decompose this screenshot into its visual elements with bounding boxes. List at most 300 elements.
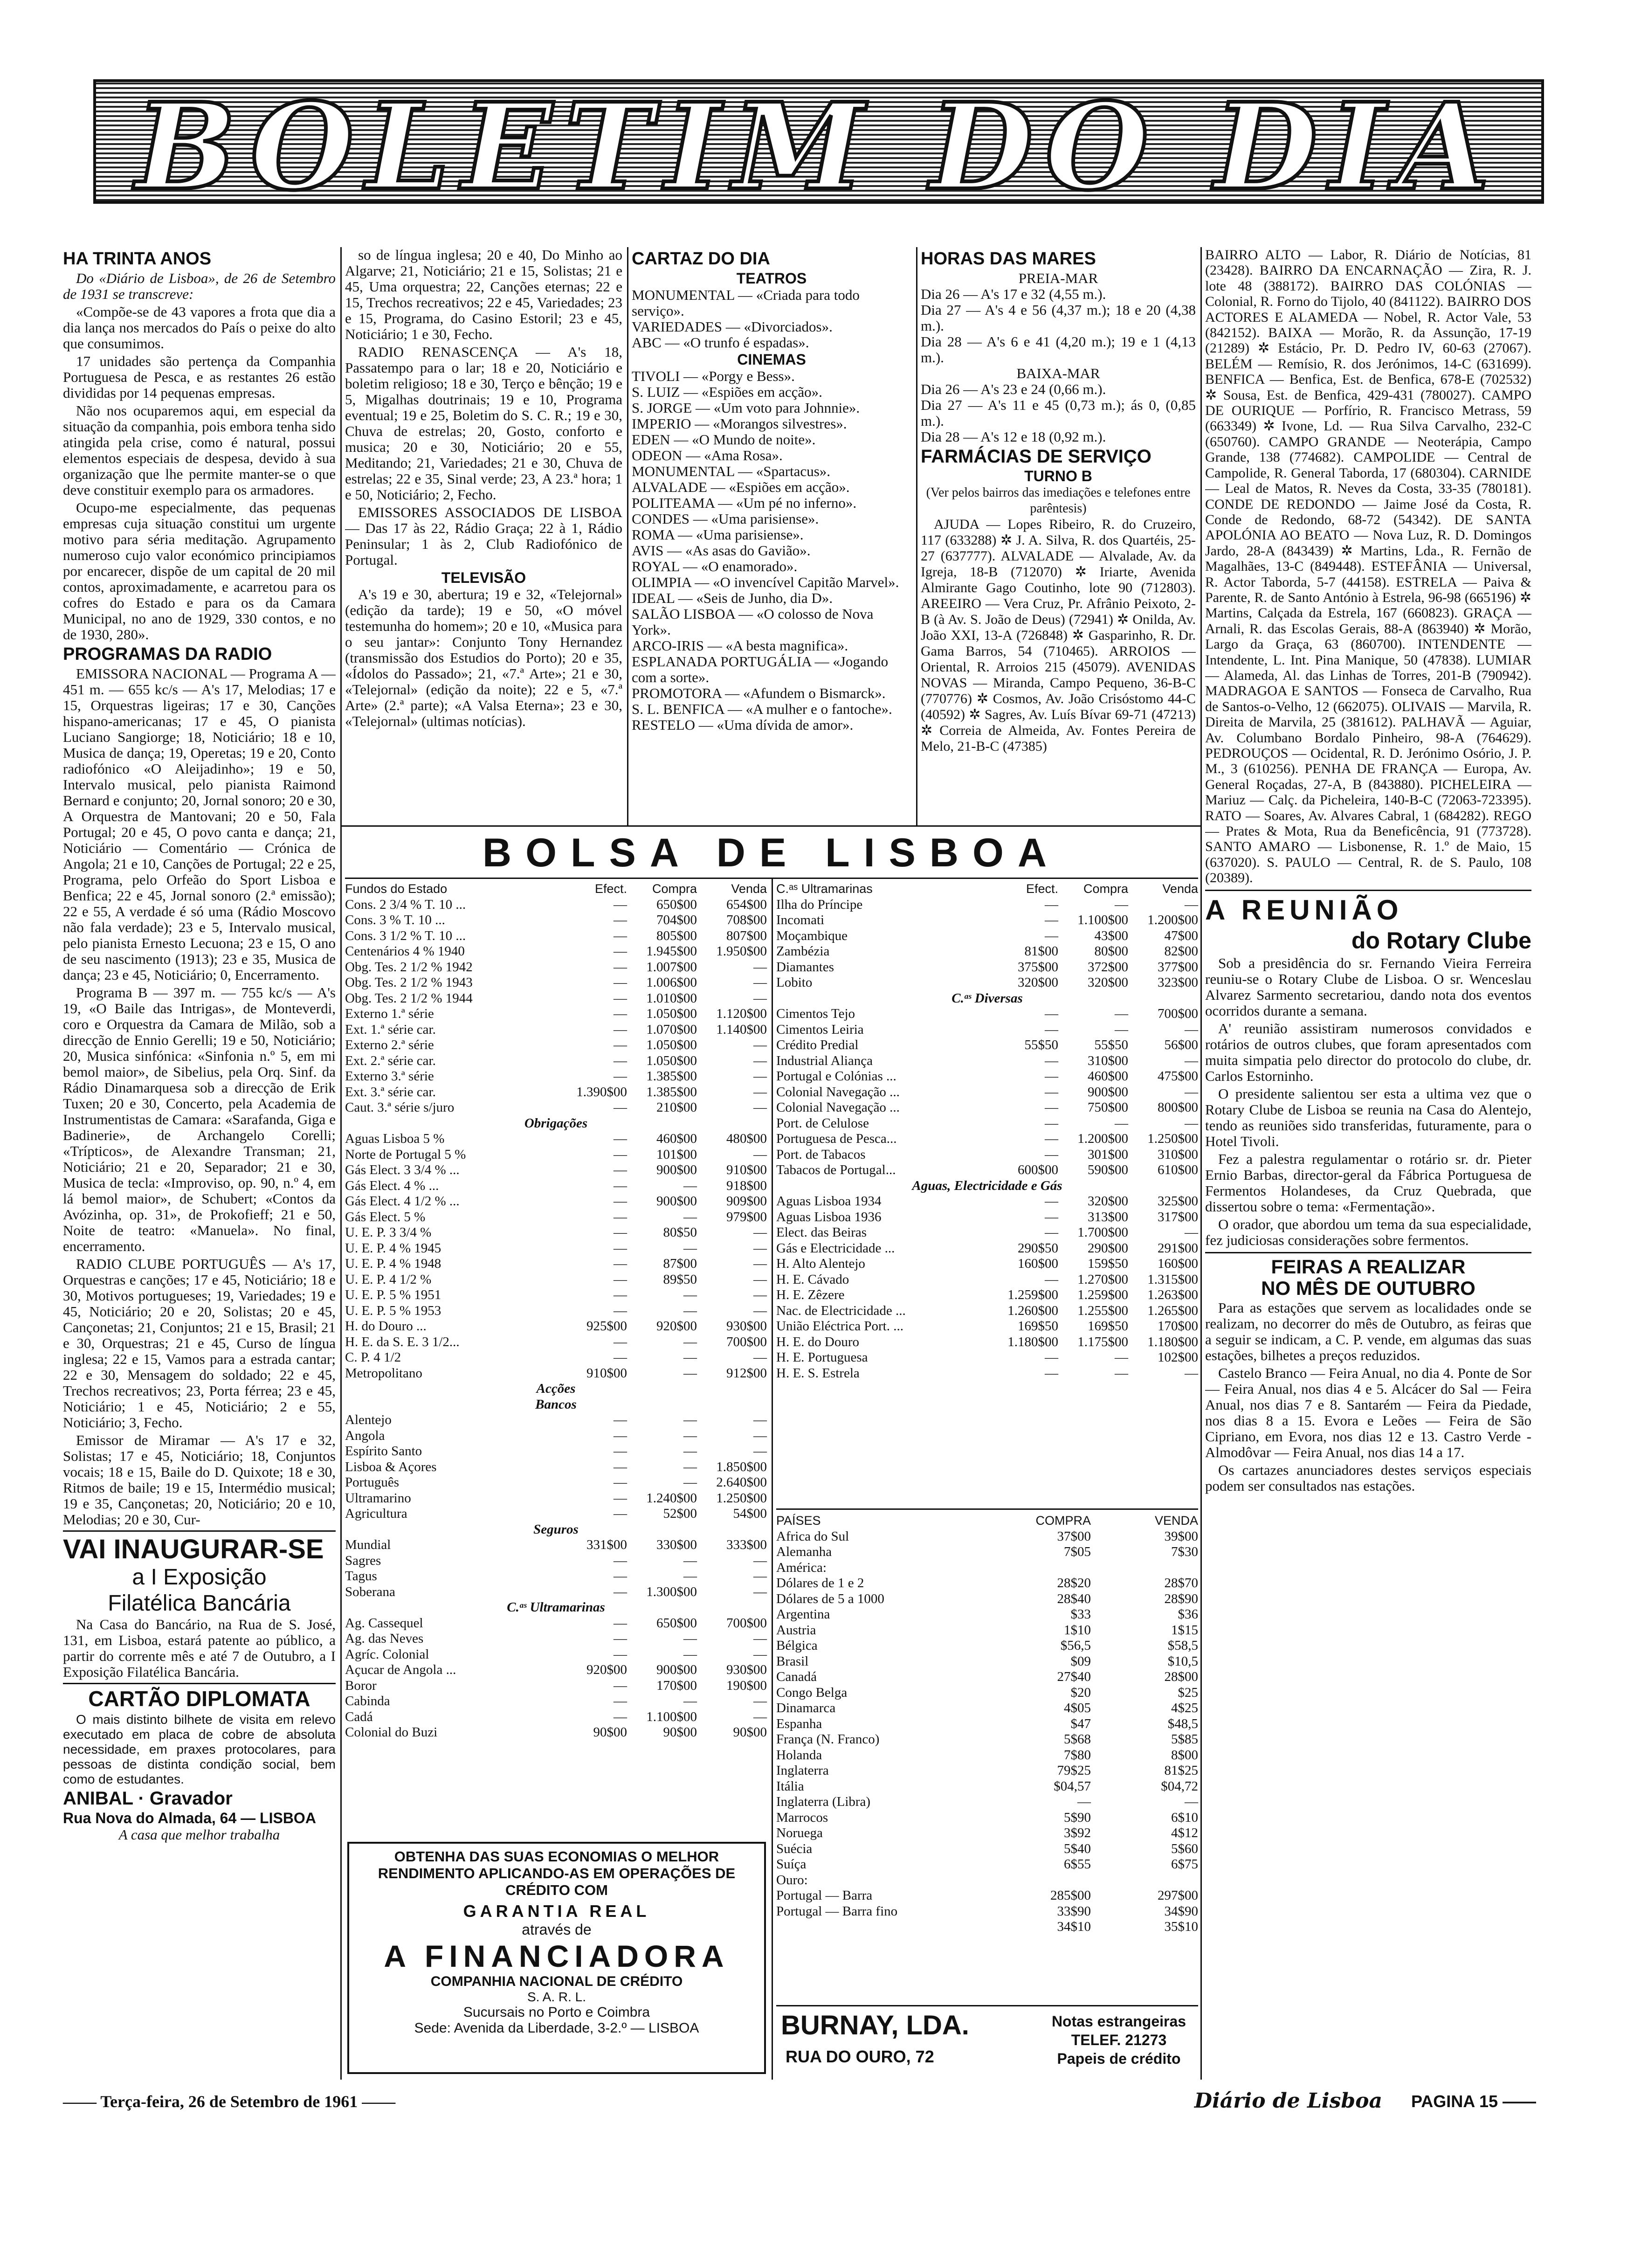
- trinta-anos-paragraph: «Compõe-se de 43 vapores a frota que dia a dia lança nos mercados do País o peixe do alto que consumimos.: [63, 304, 336, 352]
- table-cell: Portugal — Barra fino: [776, 1903, 898, 1919]
- cinema-item: ROMA — «Uma parisiense».: [632, 526, 804, 543]
- cinemas-heading: CINEMAS: [737, 351, 806, 368]
- expo-subheading: a I Exposição: [132, 1565, 267, 1590]
- table-cell: —: [614, 1272, 627, 1287]
- table-cell: 333$00: [726, 1537, 767, 1552]
- table-cell: —: [1045, 913, 1058, 927]
- table-row: [345, 1412, 767, 1428]
- rotary-heading: A REUNIÃO: [1205, 894, 1403, 926]
- table-row: [776, 1560, 1198, 1576]
- table-cell: H. E. do Douro: [776, 1334, 860, 1349]
- rotary-paragraph: A' reunião assistiram numerosos convidados e rotários de outros clubes, que foram apresentados com muita simpatia pelo director do protocolo do clube, dr. Carlos Estorninho.: [1205, 1020, 1531, 1084]
- table-cell: —: [753, 1272, 767, 1287]
- table-row: [345, 1006, 767, 1022]
- table-cell: 7$30: [1171, 1544, 1198, 1559]
- seguros-heading: Seguros: [533, 1521, 579, 1537]
- table-row: [776, 1654, 1198, 1670]
- table-cell: Ultramarino: [345, 1490, 411, 1506]
- table-cell: —: [614, 990, 627, 1006]
- table-cell: Austria: [776, 1622, 816, 1638]
- table-cell: —: [1115, 1115, 1128, 1131]
- table-row: [345, 975, 767, 991]
- table-cell: 1.700$00: [1077, 1225, 1128, 1240]
- table-cell: —: [1045, 1209, 1058, 1224]
- table-cell: H. do Douro ...: [345, 1319, 427, 1334]
- table-cell: —: [1115, 1365, 1128, 1381]
- trinta-anos-paragraph: Ocupo-me especialmente, das pequenas empresas cuja situação constitui um urgente motivo para séria meditação. Agrupamento numeroso cujo valor económico principiamos por encarecer, dispõe de um capital de 20 mil contos, aproximadamente, e acarretou para os cofres do Estado e para os da Camara Municipal, no ano de 1929, 330 contos, e no de 1930, 280».: [63, 499, 336, 643]
- table-cell: 6$75: [1171, 1857, 1198, 1872]
- table-cell: 56$00: [1164, 1037, 1198, 1052]
- table-cell: —: [1115, 1006, 1128, 1021]
- masthead: [93, 79, 1544, 204]
- table-cell: 1.250$00: [1147, 1131, 1198, 1146]
- table-row: [345, 944, 767, 960]
- table-cell: 169$50: [1088, 1319, 1128, 1334]
- table-cell: Mundial: [345, 1537, 391, 1552]
- table-cell: 1.260$00: [1007, 1303, 1058, 1318]
- table-cell: 912$00: [726, 1365, 767, 1381]
- table-cell: 33$90: [1057, 1903, 1091, 1919]
- radio-renascenca: RADIO RENASCENÇA — A's 18, Passatempo para o lar; 18 e 20, Noticiário e boletim religioso; 18 e 30, Terço e bênção; 19 e 5, Migalhas doutrinais; 19 e 10, Programa eventual; 19 e 25, Boletim do S. C. R.; 19 e 30, Chuva de estrelas; 20, Gosto, conforto e musica; 20 e 30, Noticiário; 20 e 55, Meditando; 21, Variedades; 21 e 30, Chuva de estrelas; 22 e 35, Sinal verde; 23, A 23.ª hora; 1 e 50, Noticiário; 2, Fecho.: [345, 344, 622, 503]
- table-cell: —: [1045, 1225, 1058, 1240]
- table-cell: 930$00: [726, 1662, 767, 1677]
- table-cell: —: [1185, 1084, 1198, 1099]
- table-row: [345, 1537, 767, 1553]
- table-cell: —: [753, 1694, 767, 1708]
- table-row: [776, 1779, 1198, 1795]
- table-cell: —: [614, 1240, 627, 1256]
- cinema-item: CONDES — «Uma parisiense».: [632, 511, 819, 527]
- table-cell: 1.050$00: [646, 1037, 697, 1052]
- table-cell: Norte de Portugal 5 %: [345, 1147, 466, 1162]
- table-cell: U. E. P. 4 1/2 %: [345, 1272, 432, 1287]
- table-cell: 1.200$00: [1077, 1131, 1128, 1146]
- cartao-heading: CARTÃO DIPLOMATA: [88, 1687, 310, 1711]
- table-cell: —: [753, 1100, 767, 1115]
- table-cell: 43$00: [1094, 928, 1128, 943]
- table-cell: Caut. 3.ª série s/juro: [345, 1100, 455, 1115]
- table-cell: 28$40: [1057, 1591, 1091, 1606]
- table-cell: —: [614, 1412, 627, 1427]
- baixa-mar-line: Dia 27 — A's 11 e 45 (0,73 m.); ás 0, (0,85 m.).: [921, 397, 1196, 429]
- table-cell: Canadá: [776, 1669, 817, 1684]
- table-cell: —: [614, 928, 627, 943]
- table-cell: 1.200$00: [1147, 913, 1198, 927]
- table-cell: —: [753, 1569, 767, 1583]
- table-row: [345, 1335, 767, 1350]
- table-cell: U. E. P. 3 3/4 %: [345, 1225, 432, 1240]
- table-cell: —: [683, 1240, 697, 1256]
- table-row: [776, 1319, 1198, 1335]
- table-cell: 708$00: [726, 913, 767, 927]
- table-cell: —: [753, 1584, 767, 1599]
- table-row: [776, 1638, 1198, 1654]
- footer-paper-name: Diário de Lisboa: [1194, 2089, 1382, 2113]
- table-cell: 160$00: [1158, 1256, 1198, 1271]
- table-cell: Dólares de 5 a 1000: [776, 1591, 884, 1606]
- table-cell: H. E. Zêzere: [776, 1287, 845, 1302]
- table-cell: —: [614, 1506, 627, 1521]
- table-cell: 190$00: [726, 1678, 767, 1693]
- table-cell: Compra: [652, 882, 697, 896]
- aguas-heading: Aguas, Electricidade e Gás: [912, 1178, 1062, 1193]
- table-cell: —: [614, 1584, 627, 1599]
- table-row: [776, 1256, 1198, 1272]
- table-cell: H. Alto Alentejo: [776, 1256, 865, 1271]
- table-cell: —: [1185, 1053, 1198, 1068]
- table-row: [776, 1037, 1198, 1053]
- table-cell: —: [1045, 1272, 1058, 1287]
- table-cell: Ext. 1.ª série car.: [345, 1022, 436, 1037]
- table-cell: —: [614, 1694, 627, 1708]
- table-cell: Elect. das Beiras: [776, 1225, 867, 1240]
- table-cell: —: [614, 975, 627, 990]
- table-row: [776, 1147, 1198, 1163]
- table-cell: —: [1185, 1794, 1198, 1809]
- table-row: [776, 1529, 1198, 1545]
- table-cell: —: [614, 1569, 627, 1583]
- column-1: [63, 247, 336, 2080]
- table-cell: —: [614, 897, 627, 912]
- cinema-item: ALVALADE — «Espiões em acção».: [632, 479, 850, 495]
- table-row: [776, 1241, 1198, 1257]
- cinema-item: S. L. BENFICA — «A mulher e o fantoche».: [632, 701, 892, 717]
- table-cell: 28$20: [1057, 1576, 1091, 1590]
- cinema-item: TIVOLI — «Porgy e Bess».: [632, 368, 795, 384]
- table-cell: Ouro:: [776, 1872, 808, 1888]
- financiadora-ad: [347, 1842, 766, 2074]
- table-cell: Inglaterra: [776, 1763, 829, 1778]
- table-cell: Suíça: [776, 1857, 807, 1872]
- table-cell: —: [753, 1256, 767, 1271]
- table-cell: Inglaterra (Libra): [776, 1794, 871, 1809]
- table-cell: 310$00: [1088, 1053, 1128, 1068]
- table-cell: —: [1045, 1022, 1058, 1037]
- divider: [63, 1683, 336, 1684]
- divider: [1205, 1252, 1531, 1253]
- table-cell: 170$00: [1158, 1319, 1198, 1334]
- table-cell: 169$50: [1018, 1319, 1058, 1334]
- table-cell: Crédito Predial: [776, 1037, 859, 1052]
- table-cell: Gás Elect. 4 % ...: [345, 1178, 439, 1193]
- table-cell: Port. de Celulose: [776, 1115, 869, 1131]
- table-row: [776, 1873, 1198, 1888]
- table-cell: —: [614, 1147, 627, 1162]
- table-cell: 8$00: [1171, 1747, 1198, 1763]
- table-cell: 47$00: [1164, 928, 1198, 943]
- table-cell: 920$00: [586, 1662, 627, 1677]
- page-footer: [63, 2089, 1536, 2117]
- table-cell: $48,5: [1167, 1716, 1198, 1731]
- table-cell: 55$50: [1024, 1037, 1058, 1052]
- table-cell: 7$05: [1064, 1544, 1091, 1559]
- table-cell: Português: [345, 1475, 399, 1490]
- table-cell: 807$00: [726, 928, 767, 943]
- table-cell: —: [614, 1615, 627, 1631]
- table-cell: —: [614, 1225, 627, 1240]
- table-cell: —: [683, 1209, 697, 1224]
- table-cell: Port. de Tabacos: [776, 1147, 866, 1162]
- table-row: [776, 1303, 1198, 1319]
- burnay-notas: Notas estrangeiras: [1051, 2013, 1186, 2030]
- table-cell: —: [1045, 1053, 1058, 1068]
- column-rule: [340, 247, 342, 2080]
- farmacias-list-2: BAIRRO ALTO — Labor, R. Diário de Notícias, 81 (23428). BAIRRO DA ENCARNAÇÃO — Zira, R. J. lote 48 (388172). BAIRRO DAS COLÓNIAS — Colonial, R. Forno do Tijolo, 40 (841122). BAIRRO DOS ACTORES E ALAMEDA — Nobel, R. Actor Vale, 53 (842152). BAIXA — Morão, R. da Assunção, 17-19 (21289) ✲ Estácio, Pr. D. Pedro IV, 60-63 (27067). BELÉM — Remísio, R. dos Jerónimos, 14-C (631699). BENFICA — Benfica, Est. de Benfica, 678-E (702532) ✲ Sousa, Est. de Benfica, 429-431 (780027). CAMPO DE OURIQUE — Porfírio, R. Francisco Metrass, 59 (663349) ✲ Ivone, Ld. — Rua Silva Carvalho, 232-C (650760). CAMPO GRANDE — Neoterápia, Campo Grande, 138 (774682). CAMPOLIDE — Central de Campolide, R. General Taborda, 17 (680304). CARNIDE — Leal de Matos, R. Neves da Costa, 33-35 (780181). CONDE DE REDONDO — Jaime José da Costa, R. Conde de Redondo, 68-72 (54342). DE SANTA APOLÓNIA AO BEATO — Nova Luz, R. D. Domingos Jardo, 28-A (843439) ✲ Martins, Lda., R. Fernão de Magalhães, 13-C (849448). ESTEFÂNIA — Universal, R. Actor Taborda, 5-7 (44158). ESTRELA — Paiva & Parente, R. de Santo António à Estrela, 96-98 (665196) ✲ Martins, Calçada da Estrela, 167 (660823). GRAÇA — Arnali, R. das Escolas Gerais, 88-A (863940) ✲ Morão, Largo da Graça, 63 (860700). INTENDENTE — Intendente, L. Int. Pina Manique, 50 (47838). LUMIAR — Alameda, Al. das Linhas de Torres, 201-B (790942). MADRAGOA E SANTOS — Fonseca de Carvalho, Rua de Santos-o-Velho, 12 (662075). OLIVAIS — Marvila, R. Direita de Marvila, 25 (381612). PALHAVÃ — Aguiar, Av. Columbano Bordalo Pinheiro, 98-A (764629). PEDROUÇOS — Ocidental, R. D. Jerónimo Osório, J. P. M., 3 (610256). PENHA DE FRANÇA — Europa, Av. General Roçadas, 27-A, B (843880). PICHELEIRA — Mariuz — Calç. da Picheleira, 140-B-C (72063-723395). RATO — Soares, Av. Alvares Cabral, 1 (684282). REGO — Prates & Mota, Rua da Beneficência, 91 (773728). SANTO AMARO — Lisbonense, R. 1.º de Maio, 15 (637020). S. PAULO — Central, R. de S. Paulo, 108 (20389).: [1205, 247, 1531, 886]
- table-cell: —: [753, 1287, 767, 1302]
- table-cell: 930$00: [726, 1319, 767, 1334]
- table-cell: [1091, 1560, 1198, 1576]
- table-cell: Externo 3.ª série: [345, 1069, 434, 1084]
- table-cell: 910$00: [726, 1162, 767, 1177]
- table-cell: 170$00: [656, 1678, 697, 1693]
- table-cell: —: [683, 1459, 697, 1474]
- table-cell: Ext. 2.ª série car.: [345, 1053, 436, 1068]
- table-cell: —: [614, 1069, 627, 1084]
- table-cell: —: [614, 1006, 627, 1021]
- table-row: [345, 1272, 767, 1288]
- table-cell: —: [753, 1069, 767, 1084]
- table-cell: 54$00: [733, 1506, 767, 1521]
- table-cell: Ilha do Príncipe: [776, 897, 863, 912]
- table-cell: 1.100$00: [646, 1709, 697, 1724]
- cinema-item: ESPLANADA PORTUGÁLIA — «Jogando com a sorte».: [632, 653, 889, 685]
- table-cell: 805$00: [656, 928, 697, 943]
- masthead-title: BOLETIM DO DIA: [135, 79, 1502, 204]
- table-cell: Aguas Lisboa 5 %: [345, 1131, 445, 1146]
- table-cell: Moçambique: [776, 928, 848, 943]
- table-cell: 80$50: [663, 1225, 697, 1240]
- burnay-ad: [776, 2010, 1198, 2080]
- table-cell: —: [683, 1631, 697, 1646]
- table-cell: 325$00: [1158, 1194, 1198, 1209]
- table-row: [345, 1569, 767, 1584]
- cinema-item: MONUMENTAL — «Spartacus».: [632, 463, 831, 479]
- table-cell: Itália: [776, 1778, 804, 1794]
- trinta-anos-paragraph: 17 unidades são pertença da Companhia Portuguesa de Pesca, e as restantes 26 estão divididas por 14 pequenas empresas.: [63, 353, 336, 401]
- table-row: [776, 1919, 1198, 1935]
- table-cell: Alemanha: [776, 1544, 832, 1559]
- table-cell: 34$90: [1164, 1903, 1198, 1919]
- table-cell: —: [614, 1162, 627, 1177]
- table-cell: 160$00: [1018, 1256, 1058, 1271]
- table-row: [345, 1678, 767, 1694]
- table-cell: —: [1077, 1794, 1091, 1809]
- bolsa-right-table: [776, 881, 1198, 1511]
- trinta-anos-heading: HA TRINTA ANOS: [63, 249, 212, 269]
- table-cell: 320$00: [1018, 975, 1058, 990]
- table-cell: 323$00: [1158, 975, 1198, 990]
- table-cell: 909$00: [726, 1194, 767, 1209]
- table-row: [345, 1662, 767, 1678]
- vai-inaugurar-heading: VAI INAUGURAR-SE: [63, 1534, 324, 1564]
- table-cell: —: [614, 1100, 627, 1115]
- table-cell: —: [614, 959, 627, 975]
- table-cell: 291$00: [1158, 1240, 1198, 1256]
- televisao-heading: TELEVISÃO: [441, 569, 526, 586]
- table-cell: $47: [1070, 1716, 1091, 1731]
- table-cell: Agríc. Colonial: [345, 1646, 429, 1662]
- turno-label: TURNO B: [1024, 468, 1092, 484]
- table-cell: C.ᵃˢ Ultramarinas: [776, 882, 873, 896]
- table-row: [345, 1085, 767, 1100]
- table-cell: 1.120$00: [716, 1006, 767, 1021]
- expo-subheading-2: Filatélica Bancária: [108, 1591, 291, 1616]
- table-row: [776, 1810, 1198, 1826]
- radio-paragraph: Emissor de Miramar — A's 17 e 32, Solistas; 17 e 45, Noticiário; 18, Conjuntos vocais; 18 e 15, Baile do D. Quixote; 18 e 30, Ritmos de baile; 19 e 15, Intermédio musical; 19 e 35, Cançonetas; 20, Noticiário; 20 e 10, Melodias; 20 e 30, Cur-: [63, 1432, 336, 1528]
- table-cell: —: [683, 1287, 697, 1302]
- table-cell: Suécia: [776, 1841, 813, 1856]
- televisao-paragraph: A's 19 e 30, abertura; 19 e 32, «Telejornal» (edição da tarde); 19 e 50, «O móvel testemunha do homem»; 20 e 10, «Musica para o seu jantar»: Conjunto Tony Hernandez (transmissão dos Estudios do Porto); 20 e 35, «Ídolos do Passado»; 21, «7.ª Arte»; 21 e 30, «Telejornal» (edição da noite); 22 e 5, «7.ª Arte» (2.ª parte); «A Valsa Eterna»; 23 e 30, «Telejornal» (ultimas notícias).: [345, 586, 622, 729]
- anibal-note: A casa que melhor trabalha: [118, 1826, 280, 1843]
- mares-column: [921, 247, 1196, 821]
- financiadora-atraves: através de: [522, 1921, 592, 1938]
- table-cell: 1.385$00: [646, 1069, 697, 1084]
- cinema-item: IDEAL — «Seis de Junho, dia D».: [632, 590, 833, 606]
- radio-paragraph: RADIO CLUBE PORTUGUÊS — A's 17, Orquestras e canções; 17 e 45, Noticiário; 18 e 30, Motivos portugueses; 19, Variedades; 19 e 45, Noticiário; 20 e 20, Solistas; 20 e 45, Cançonetas; 21, Conjuntos; 21 e 15, Brasil; 21 e 30, Orquestras; 21 e 45, Curso de língua inglesa; 22 e 15, Vamos para a estrada cantar; 22 e 30, Mensagem do soldado; 22 e 45, Trechos recreativos; 23, Porta férrea; 23 e 45, Noticiário; 1 e 45, Noticiário; 2 e 55, Noticiário; 3, Fecho.: [63, 1256, 336, 1431]
- table-cell: 5$85: [1171, 1732, 1198, 1747]
- table-cell: 81$00: [1024, 944, 1058, 959]
- table-cell: —: [614, 1350, 627, 1365]
- column-rule: [1200, 247, 1202, 2080]
- table-cell: [984, 1560, 1091, 1576]
- table-cell: 80$00: [1094, 944, 1128, 959]
- table-cell: —: [1045, 928, 1058, 943]
- table-cell: —: [1115, 897, 1128, 912]
- table-cell: Angola: [345, 1428, 385, 1443]
- burnay-address: RUA DO OURO, 72: [786, 2047, 934, 2066]
- cinema-item: IMPERIO — «Morangos silvestres».: [632, 415, 847, 432]
- table-cell: 5$90: [1064, 1810, 1091, 1825]
- table-row: [776, 1591, 1198, 1607]
- table-cell: —: [753, 1709, 767, 1724]
- column-rule: [916, 247, 917, 825]
- table-cell: —: [753, 1350, 767, 1365]
- preia-mar-line: Dia 28 — A's 6 e 41 (4,20 m.); 19 e 1 (4,13 m.).: [921, 333, 1196, 366]
- table-row: [776, 1794, 1198, 1810]
- table-cell: H. E. da S. E. 3 1/2...: [345, 1334, 460, 1349]
- table-cell: $25: [1178, 1685, 1198, 1700]
- table-row: [345, 1225, 767, 1241]
- table-cell: Dinamarca: [776, 1701, 836, 1715]
- baixa-mar-list: [921, 381, 1196, 445]
- table-cell: 4$05: [1064, 1701, 1091, 1715]
- table-cell: Metropolitano: [345, 1365, 422, 1381]
- table-cell: Colonial Navegação ...: [776, 1100, 900, 1115]
- table-cell: —: [1185, 897, 1198, 912]
- baixa-mar-line: Dia 28 — A's 12 e 18 (0,92 m.).: [921, 429, 1106, 445]
- table-cell: —: [753, 1037, 767, 1052]
- table-row: [776, 1763, 1198, 1779]
- table-row: [776, 1857, 1198, 1873]
- table-cell: 4$12: [1171, 1825, 1198, 1840]
- table-cell: —: [753, 990, 767, 1006]
- table-row: [345, 1037, 767, 1053]
- table-cell: 313$00: [1088, 1209, 1128, 1224]
- table-row: [776, 1116, 1198, 1132]
- diversas-heading: C.ᵃˢ Diversas: [952, 990, 1023, 1006]
- table-cell: —: [753, 1631, 767, 1646]
- table-cell: 3$92: [1064, 1825, 1091, 1840]
- divider: [63, 1530, 336, 1532]
- table-row: [776, 1366, 1198, 1382]
- table-row: [776, 1888, 1198, 1904]
- teatros-list: [632, 287, 911, 351]
- table-cell: H. E. Cávado: [776, 1272, 849, 1287]
- farmacias-list-1: AJUDA — Lopes Ribeiro, R. do Cruzeiro, 117 (633288) ✲ J. A. Silva, R. dos Quartéis, 25-27 (637777). ALVALADE — Alvalade, Av. da Igreja, 18-B (712070) ✲ Iriarte, Avenida Almirante Gago Coutinho, lote 90 (712803). AREEIRO — Vera Cruz, Pr. Afrânio Peixoto, 2-B (à Av. S. João de Deus) (72941) ✲ Onilda, Av. João XXI, 13-A (726848) ✲ Gasparinho, R. Dr. Gama Barros, 54 (710465). ARROIOS — Oriental, R. Arroios 215 (45079). AVENIDAS NOVAS — Miranda, Campo Pequeno, 36-B-C (770776) ✲ Cosmos, Av. João Crisóstomo 44-C (40592) ✲ Sagres, Av. Luís Bívar 69-71 (47213) ✲ Correia de Almeida, Av. Fontes Pereira de Melo, 21-B-C (47385): [921, 517, 1196, 754]
- table-row: [345, 1647, 767, 1663]
- obrigacoes-heading: Obrigações: [524, 1115, 588, 1131]
- anibal-name: ANIBAL · Gravador: [63, 1788, 233, 1809]
- table-row: [776, 1272, 1198, 1288]
- table-cell: —: [753, 1225, 767, 1240]
- table-row: [345, 1444, 767, 1459]
- feiras-paragraph: Castelo Branco — Feira Anual, no dia 4. Ponte de Sor — Feira Anual, nos dias 4 e 5. Alcácer do Sal — Feira Anual, nos dias 7 e 8. Santarém — Feira da Piedade, nos dias 8 a 15. Evora e Leões — Feira de São Cipriano, em Evora, nos dias 12 e 13. Castro Verde - Almodôvar — Feira Anual, nos dias 14 a 17.: [1205, 1364, 1531, 1460]
- radio-heading: PROGRAMAS DA RADIO: [63, 644, 272, 664]
- table-cell: Efect.: [1026, 882, 1058, 896]
- table-cell: Tagus: [345, 1569, 377, 1583]
- expo-paragraph: Na Casa do Bancário, na Rua de S. José, 131, em Lisboa, estará patente ao público, a partir do corrente mês e até 7 de Outubro, a I Exposição Filatélica Bancária.: [63, 1616, 336, 1680]
- cartaz-heading: CARTAZ DO DIA: [632, 249, 770, 269]
- table-row: [776, 1544, 1198, 1560]
- table-cell: $56,5: [1060, 1638, 1091, 1653]
- table-cell: 1.070$00: [646, 1022, 697, 1037]
- table-cell: 290$00: [1088, 1240, 1128, 1256]
- table-cell: Externo 1.ª série: [345, 1006, 434, 1021]
- table-cell: Boror: [345, 1678, 377, 1693]
- table-cell: —: [614, 1334, 627, 1349]
- table-cell: Compra: [1083, 882, 1128, 896]
- farmacias-note: (Ver pelos bairros das imediações e telefones entre parêntesis): [926, 485, 1191, 516]
- table-cell: 650$00: [656, 1615, 697, 1631]
- cinema-item: ROYAL — «O enamorado».: [632, 558, 798, 574]
- table-cell: 1.050$00: [646, 1006, 697, 1021]
- cartao-paragraph: O mais distinto bilhete de visita em relevo executado em placa de cobre de absoluta necessidade, em praxes protocolares, para pessoas de distinta condição social, bem como de estudantes.: [63, 1712, 336, 1786]
- table-cell: Aguas Lisboa 1936: [776, 1209, 882, 1224]
- accoes-heading: Acções: [536, 1381, 576, 1396]
- table-cell: 1.850$00: [716, 1459, 767, 1474]
- table-cell: $20: [1070, 1685, 1091, 1700]
- table-cell: —: [753, 1084, 767, 1099]
- table-row: [345, 1366, 767, 1382]
- table-cell: Bélgica: [776, 1638, 818, 1653]
- table-row: [776, 1623, 1198, 1639]
- table-cell: 920$00: [656, 1319, 697, 1334]
- cambios-table: [776, 1513, 1198, 2003]
- table-cell: —: [614, 1022, 627, 1037]
- table-cell: —: [1185, 1365, 1198, 1381]
- table-cell: $36: [1178, 1607, 1198, 1622]
- table-cell: —: [1185, 1022, 1198, 1037]
- column-2: [345, 247, 622, 821]
- table-row: [776, 913, 1198, 928]
- table-cell: —: [1045, 1115, 1058, 1131]
- table-row: [776, 1350, 1198, 1366]
- table-cell: —: [1045, 1069, 1058, 1084]
- financiadora-garantia: GARANTIA REAL: [463, 1902, 650, 1921]
- teatro-item: ABC — «O trunfo é espadas».: [632, 334, 809, 351]
- cinema-item: ARCO-IRIS — «A besta magnifica».: [632, 637, 848, 654]
- table-cell: —: [753, 1412, 767, 1427]
- table-cell: 704$00: [656, 913, 697, 927]
- burnay-telefone: TELEF. 21273: [1071, 2032, 1167, 2048]
- table-cell: Argentina: [776, 1607, 830, 1622]
- table-cell: Obg. Tes. 2 1/2 % 1942: [345, 959, 473, 975]
- table-cell: 1.250$00: [716, 1490, 767, 1506]
- table-cell: 1.006$00: [646, 975, 697, 990]
- table-cell: América:: [776, 1560, 827, 1575]
- table-cell: 6$10: [1171, 1810, 1198, 1825]
- table-row: [776, 897, 1198, 913]
